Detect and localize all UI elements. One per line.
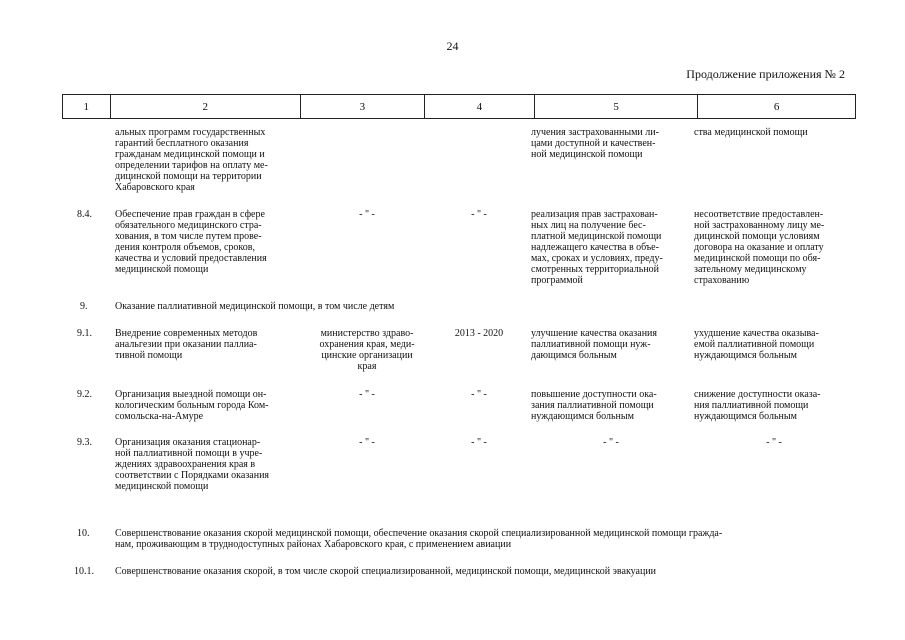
row-number: 9.2. bbox=[77, 389, 92, 400]
continuation-label: Продолжение приложения № 2 bbox=[686, 67, 845, 81]
row-number: 9.1. bbox=[77, 328, 92, 339]
header-col-4: 4 bbox=[424, 95, 534, 119]
header-col-2: 2 bbox=[110, 95, 300, 119]
row-period: - " - bbox=[471, 389, 487, 400]
row-expected-result: реализация прав застрахован- ных лиц на получение бес- платной медицинской помощи надлежащего качества в объе- мах, сроках и условиях, преду- смотренных территориальной программой bbox=[531, 209, 663, 286]
row-number: 9. bbox=[80, 301, 88, 312]
row-period: - " - bbox=[471, 437, 487, 448]
row-number: 10. bbox=[77, 528, 90, 539]
row-consequence: - " - bbox=[766, 437, 782, 448]
row-description: Организация выездной помощи он- кологическим больным города Ком- сомольска-на-Амуре bbox=[115, 389, 269, 422]
row-expected-result: повышение доступности ока- зания паллиативной помощи нуждающимся больным bbox=[531, 389, 657, 422]
column-header-row bbox=[62, 94, 856, 119]
row-consequence: несоответствие предоставлен- ной застрахованному лицу ме- дицинской помощи условиям договора на оказание и оплату медицинской помощи по обя- зательному медицинскому страхованию bbox=[694, 209, 825, 286]
row-executor: - " - bbox=[359, 209, 375, 220]
header-col-5: 5 bbox=[534, 95, 698, 119]
row-description: Обеспечение прав граждан в сфере обязательного медицинского стра- хования, в том числе путем прове- дения контроля объемов, сроков, качества и условий предоставления медицинской помощи bbox=[115, 209, 267, 275]
row-description: Организация оказания стационар- ной паллиативной помощи в учре- ждениях здравоохранения края в соответствии с Порядками оказания медицинской помощи bbox=[115, 437, 270, 492]
row-consequence: снижение доступности оказа- ния паллиативной помощи нуждающимся больным bbox=[694, 389, 821, 422]
row-description: Внедрение современных методов анальгезии при оказании паллиа- тивной помощи bbox=[115, 328, 258, 361]
row-expected-result: лучения застрахованными ли- цами доступной и качествен- ной медицинской помощи bbox=[531, 127, 659, 160]
row-section-title: Оказание паллиативной медицинской помощи, в том числе детям bbox=[115, 301, 395, 312]
row-consequence: ухудшение качества оказыва- емой паллиативной помощи нуждающимся больным bbox=[694, 328, 819, 361]
header-col-3: 3 bbox=[300, 95, 424, 119]
row-number: 8.4. bbox=[77, 209, 92, 220]
row-number: 10.1. bbox=[74, 566, 94, 577]
row-section-title: Совершенствование оказания скорой, в том числе скорой специализированной, медицинской помощи, медицинской эвакуации bbox=[115, 566, 657, 577]
row-executor: - " - bbox=[359, 389, 375, 400]
header-col-6: 6 bbox=[698, 95, 856, 119]
row-expected-result: улучшение качества оказания паллиативной помощи нуж- дающимся больным bbox=[531, 328, 657, 361]
row-period: 2013 - 2020 bbox=[454, 328, 504, 339]
row-section-title: Совершенствование оказания скорой медицинской помощи, обеспечение оказания скорой специализированной медицинской помощи гражда- нам, проживающим в труднодоступных районах Хабаровского края, с применением авиации bbox=[115, 528, 723, 550]
row-number: 9.3. bbox=[77, 437, 92, 448]
row-period: - " - bbox=[471, 209, 487, 220]
header-col-1: 1 bbox=[63, 95, 111, 119]
row-description: альных программ государственных гарантий бесплатного оказания гражданам медицинской помощи и определении тарифов на оплату ме- дицинской помощи на территории Хабаровского края bbox=[115, 127, 268, 193]
page-number: 24 bbox=[446, 39, 459, 53]
row-executor: - " - bbox=[359, 437, 375, 448]
row-expected-result: - " - bbox=[603, 437, 619, 448]
row-executor: министерство здраво- охранения края, меди- цинские организации края bbox=[319, 328, 415, 372]
row-consequence: ства медицинской помощи bbox=[694, 127, 808, 138]
